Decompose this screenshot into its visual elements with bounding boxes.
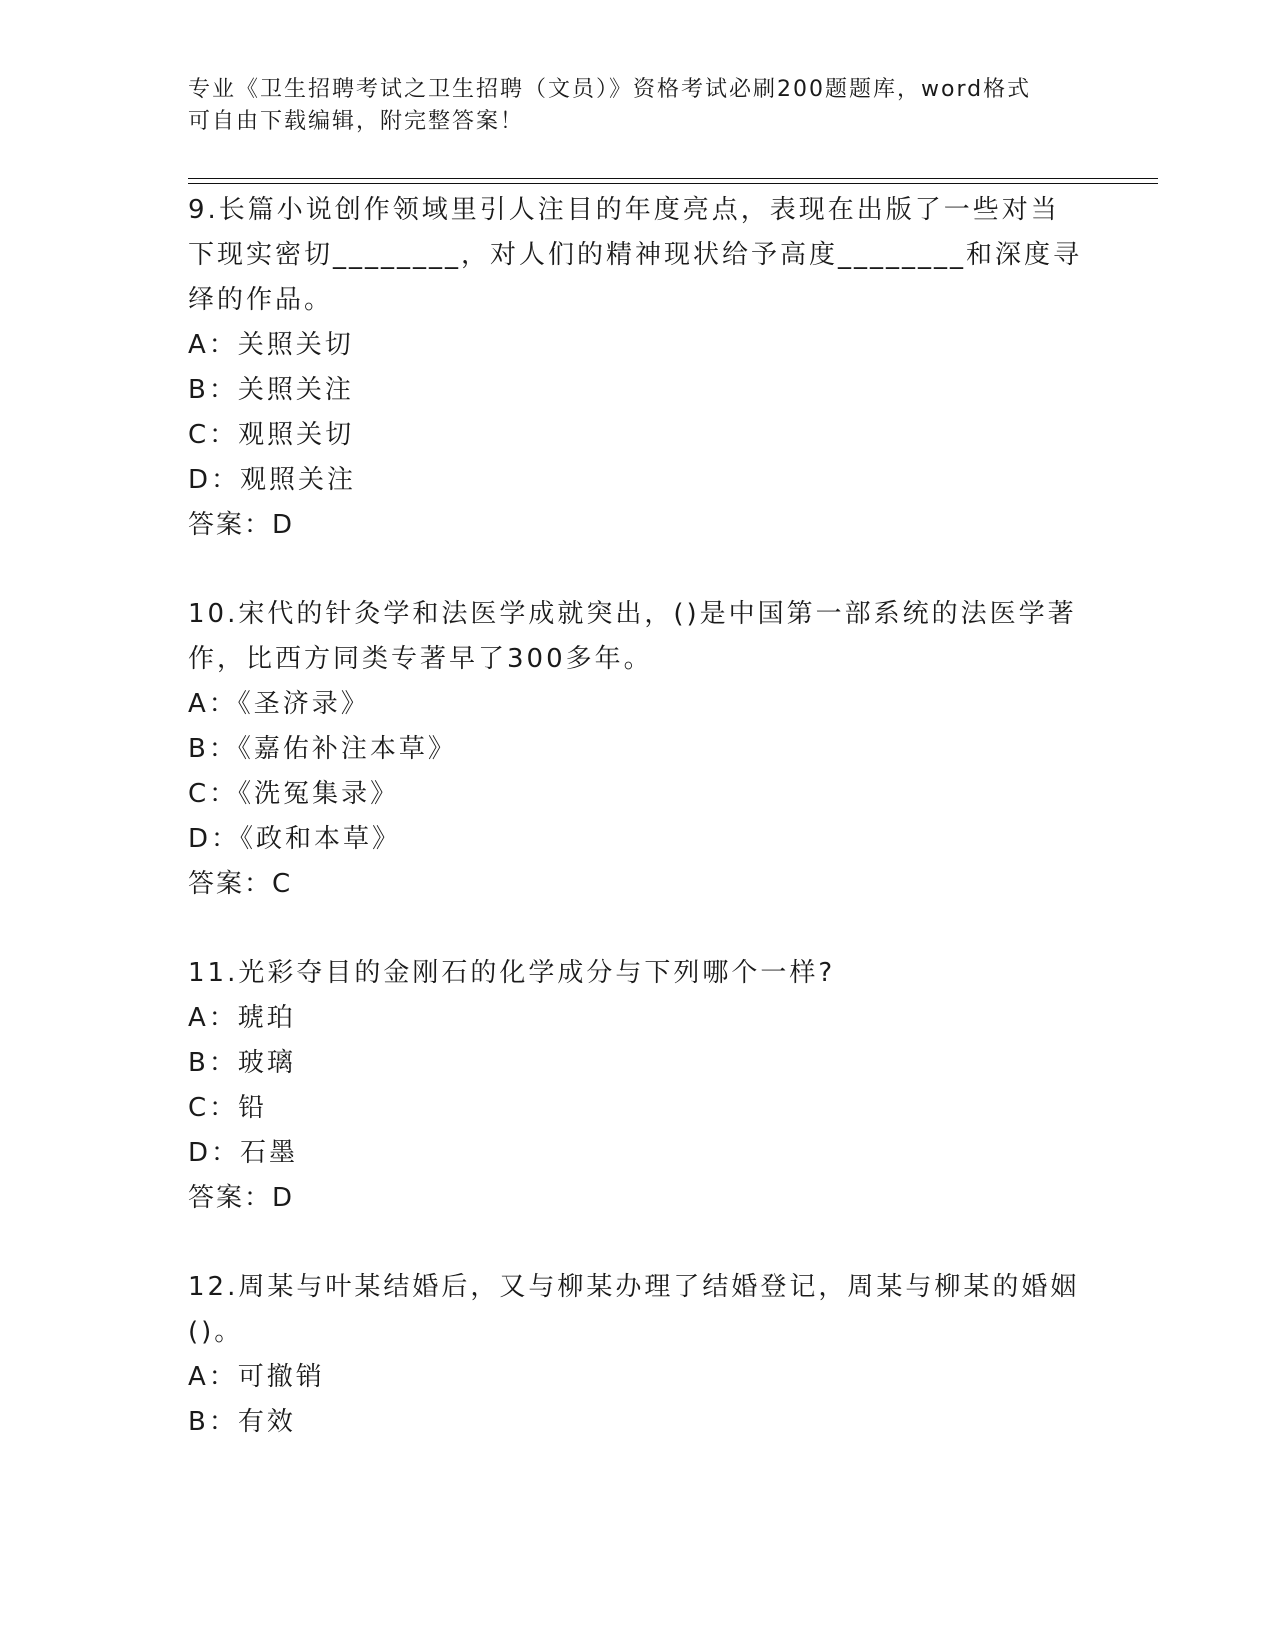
answer: 答案：D xyxy=(188,1183,295,1213)
header-line-2: 可自由下载编辑，附完整答案！ xyxy=(188,109,525,134)
option-a: A：《圣济录》 xyxy=(188,689,370,719)
option-a: A：可撤销 xyxy=(188,1362,325,1392)
question-text: 9.长篇小说创作领域里引人注目的年度亮点，表现在出版了一些对当下现实密切________，对人们的精神现状给予高度________和深度寻绎的作品。 xyxy=(188,195,1083,315)
header-divider-bottom xyxy=(188,183,1158,184)
question-9 xyxy=(188,188,1088,548)
question-12 xyxy=(188,1265,1088,1445)
option-c: C：《洗冤集录》 xyxy=(188,779,400,809)
document-header xyxy=(188,74,1088,138)
option-a: A：关照关切 xyxy=(188,330,354,360)
question-10 xyxy=(188,592,1088,907)
answer: 答案：C xyxy=(188,869,293,899)
header-line-1: 专业《卫生招聘考试之卫生招聘（文员）》资格考试必刷200题题库，word格式 xyxy=(188,77,1032,102)
option-b: B：有效 xyxy=(188,1407,296,1437)
question-text: 11.光彩夺目的金刚石的化学成分与下列哪个一样? xyxy=(188,958,836,988)
answer: 答案：D xyxy=(188,510,295,540)
header-divider-top xyxy=(188,178,1158,179)
option-b: B：关照关注 xyxy=(188,375,354,405)
option-b: B：玻璃 xyxy=(188,1048,296,1078)
question-11 xyxy=(188,951,1088,1221)
option-b: B：《嘉佑补注本草》 xyxy=(188,734,457,764)
option-d: D：石墨 xyxy=(188,1138,299,1168)
question-text: 10.宋代的针灸学和法医学成就突出，()是中国第一部系统的法医学著作，比西方同类专著早了300多年。 xyxy=(188,599,1077,674)
option-d: D：《政和本草》 xyxy=(188,824,402,854)
option-a: A：琥珀 xyxy=(188,1003,296,1033)
option-d: D：观照关注 xyxy=(188,465,357,495)
question-text: 12.周某与叶某结婚后，又与柳某办理了结婚登记，周某与柳某的婚姻()。 xyxy=(188,1272,1080,1347)
option-c: C：铅 xyxy=(188,1093,268,1123)
question-list xyxy=(188,188,1088,1489)
option-c: C：观照关切 xyxy=(188,420,355,450)
